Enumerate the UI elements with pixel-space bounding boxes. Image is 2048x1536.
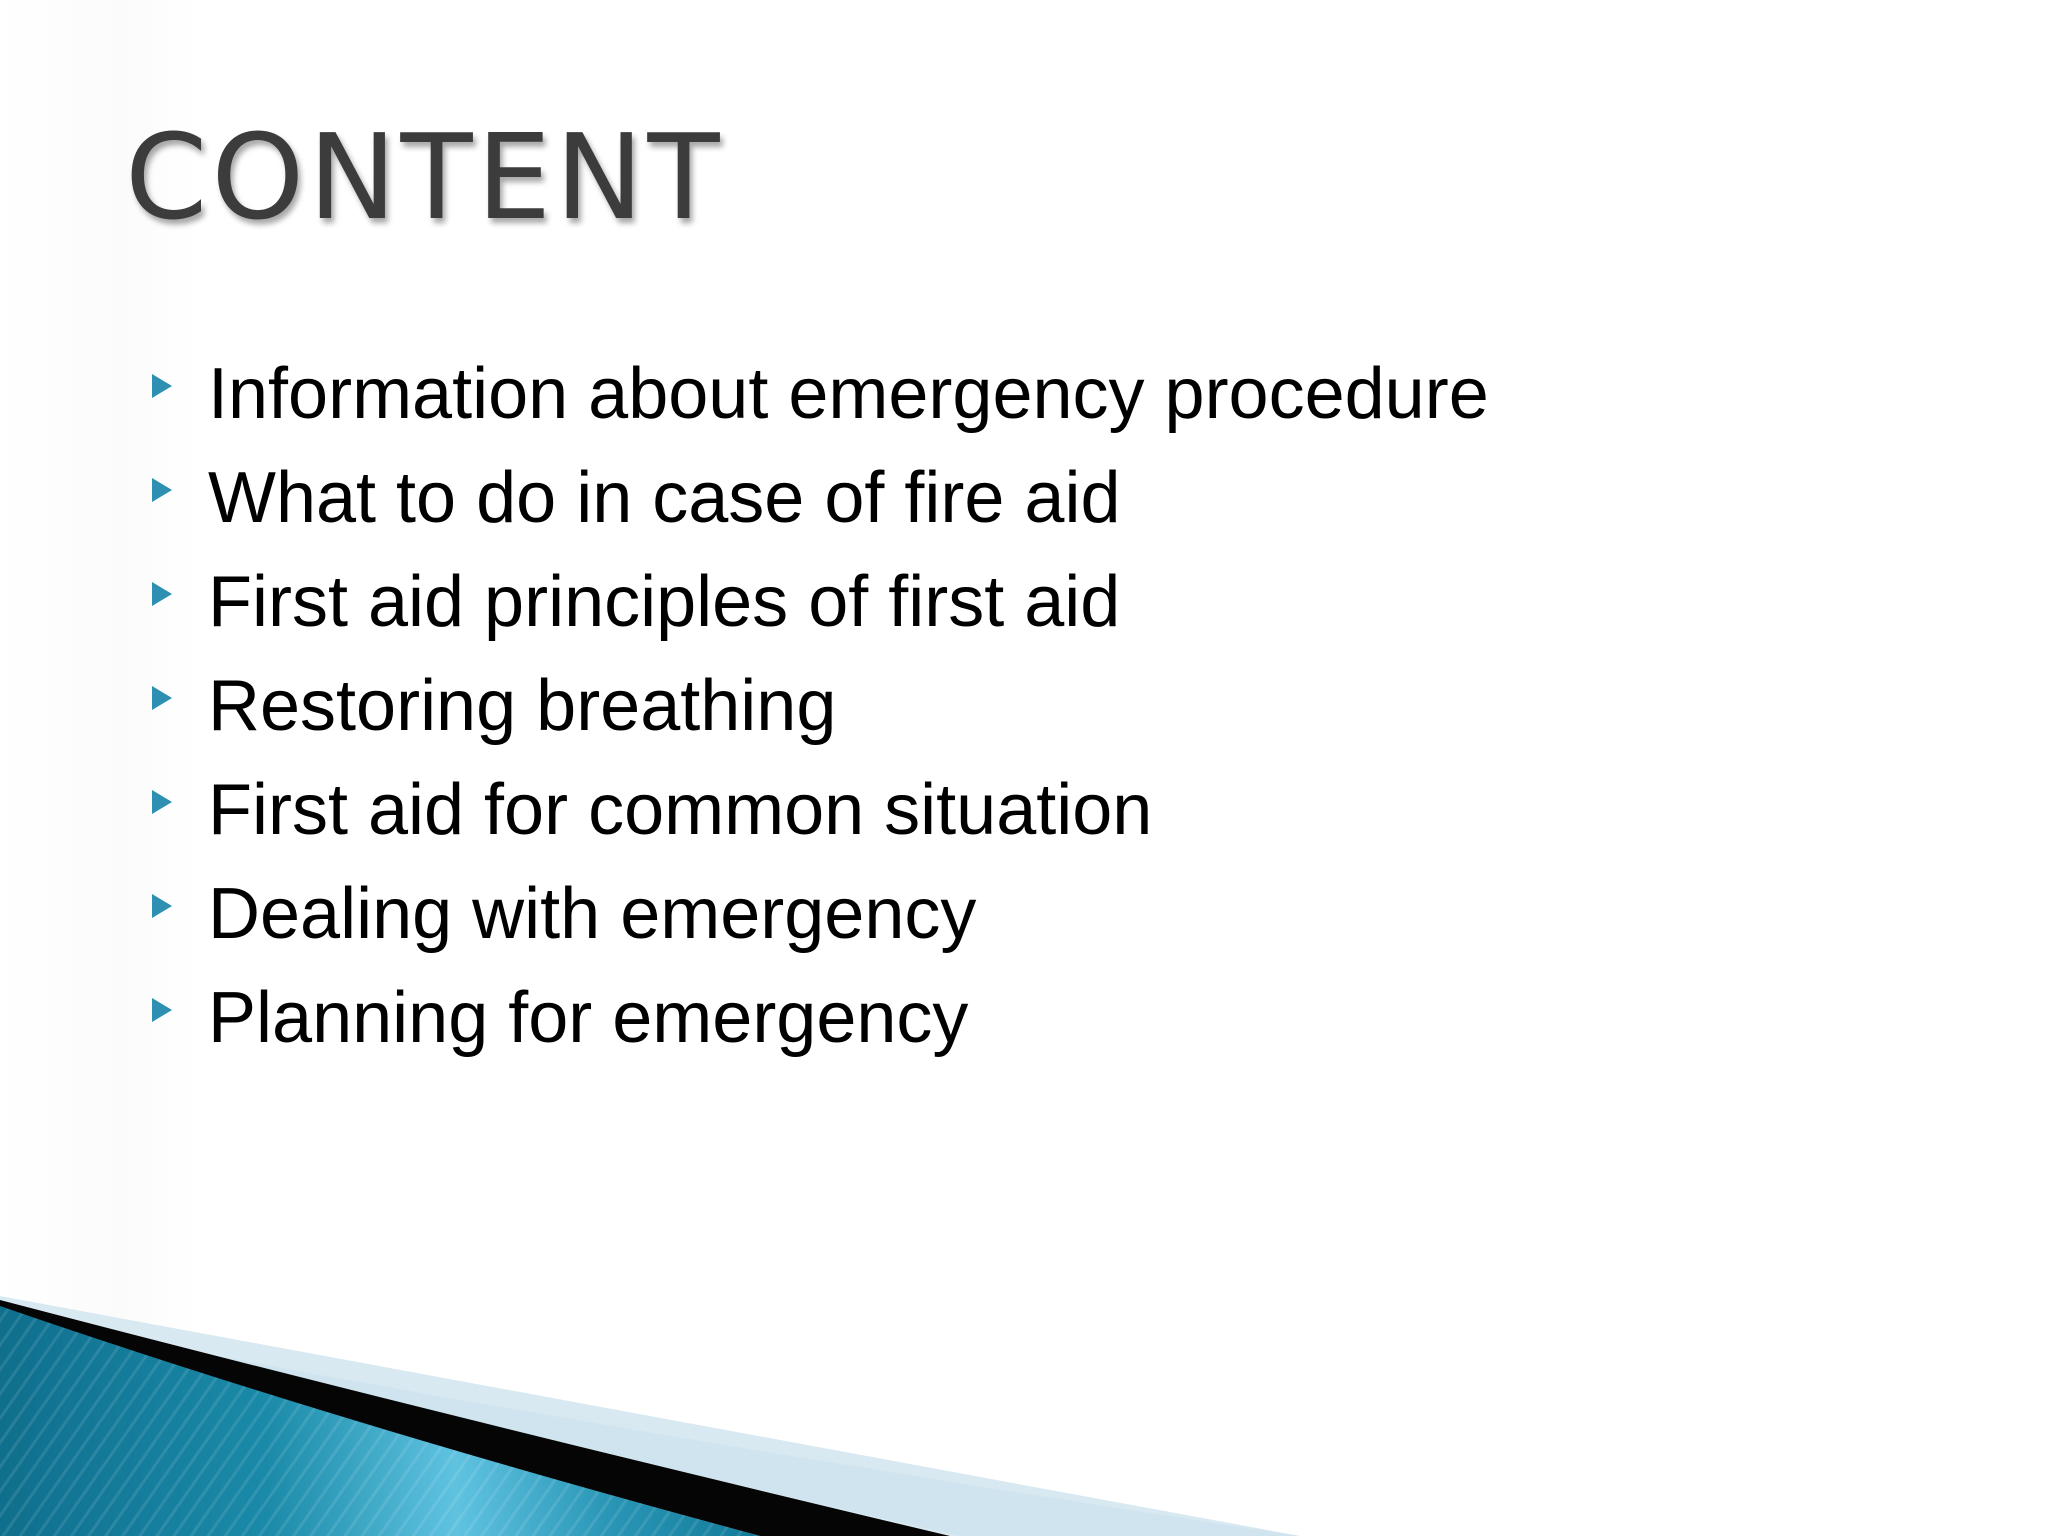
bullet-text: Information about emergency procedure — [208, 354, 1489, 434]
slide-title: CONTENT — [125, 108, 724, 246]
bullet-text: First aid for common situation — [208, 770, 1153, 850]
bullet-text: Restoring breathing — [208, 666, 837, 746]
bullet-text: Dealing with emergency — [208, 874, 977, 954]
bullet-text: First aid principles of first aid — [208, 562, 1121, 642]
bullet-text: Planning for emergency — [208, 978, 969, 1058]
bullet-text: What to do in case of fire aid — [208, 458, 1121, 538]
